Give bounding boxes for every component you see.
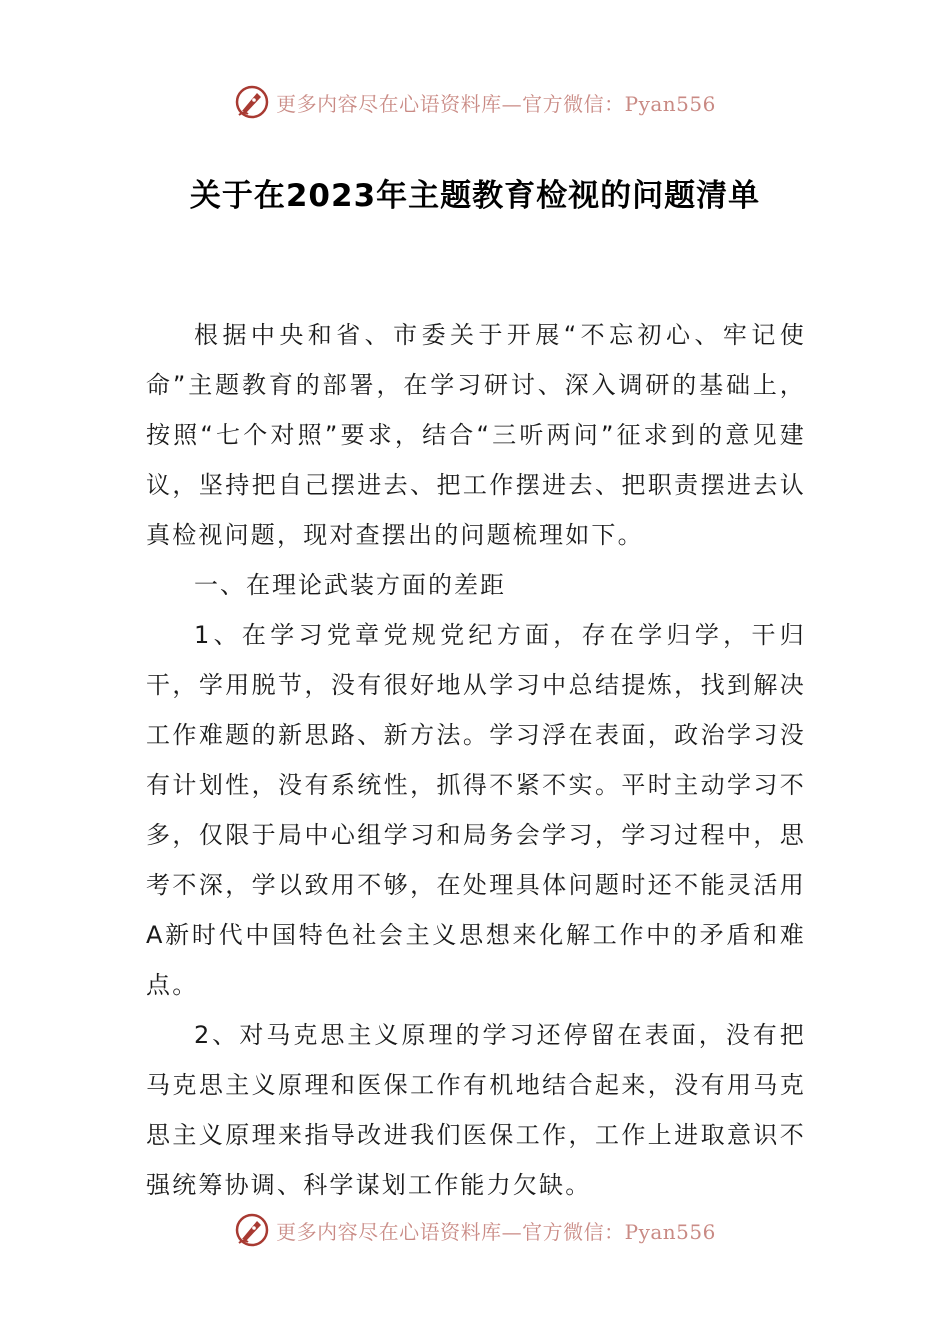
pen-nib-logo-icon — [234, 84, 270, 120]
watermark-banner-bottom — [0, 1210, 950, 1250]
watermark-text: 更多内容尽在心语资料库—官方微信：Pyan556 — [276, 1219, 716, 1244]
intro-paragraph: 根据中央和省、市委关于开展“不忘初心、牢记使命”主题教育的部署，在学习研讨、深入调研的基础上，按照“七个对照”要求，结合“三听两问”征求到的意见建议，坚持把自己摆进去、把工作摆进去、把职责摆进去认真检视问题，现对查摆出的问题梳理如下。 — [146, 321, 806, 549]
document-title: 关于在2023年主题教育检视的问题清单 — [189, 178, 761, 214]
section-heading: 一、在理论武装方面的差距 — [194, 571, 506, 599]
item-2-paragraph: 2、对马克思主义原理的学习还停留在表面，没有把马克思主义原理和医保工作有机地结合起来，没有用马克思主义原理来指导改进我们医保工作，工作上进取意识不强统筹协调、科学谋划工作能力欠缺。 — [146, 1021, 806, 1199]
watermark-banner-top — [0, 82, 950, 122]
pen-nib-logo-icon — [234, 1212, 270, 1248]
document-body — [146, 310, 806, 1210]
item-1-paragraph: 1、在学习党章党规党纪方面，存在学归学，干归干，学用脱节，没有很好地从学习中总结提炼，找到解决工作难题的新思路、新方法。学习浮在表面，政治学习没有计划性，没有系统性，抓得不紧不实。平时主动学习不多，仅限于局中心组学习和局务会学习，学习过程中，思考不深，学以致用不够，在处理具体问题时还不能灵活用A新时代中国特色社会主义思想来化解工作中的矛盾和难点。 — [146, 621, 806, 999]
watermark-text: 更多内容尽在心语资料库—官方微信：Pyan556 — [276, 91, 716, 116]
